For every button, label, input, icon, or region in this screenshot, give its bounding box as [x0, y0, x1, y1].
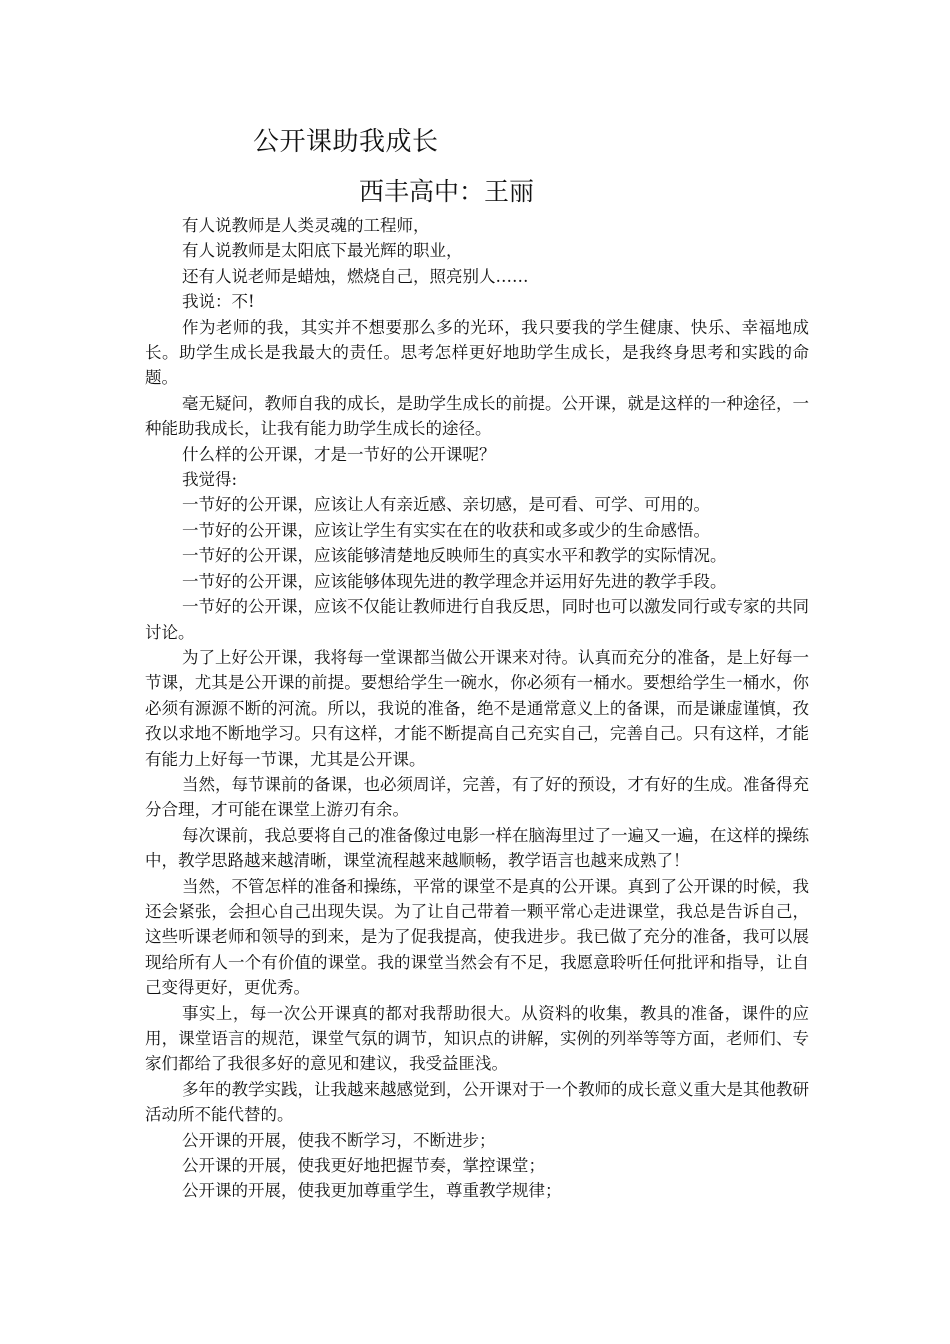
document-title: 公开课助我成长	[253, 127, 439, 157]
body-paragraph: 事实上，每一次公开课真的都对我帮助很大。从资料的收集，教具的准备，课件的应用，课堂语言的规范，课堂气氛的调节，知识点的讲解，实例的列举等等方面，老师们、专家们都给了我很多好的意见和建议，我受益匪浅。	[145, 1003, 809, 1074]
body-paragraph: 多年的教学实践，让我越来越感觉到，公开课对于一个教师的成长意义重大是其他教研活动所不能代替的。	[145, 1079, 809, 1125]
body-paragraph: 还有人说老师是蜡烛，燃烧自己，照亮别人……	[182, 266, 529, 286]
body-paragraph: 什么样的公开课，才是一节好的公开课呢？	[182, 444, 496, 464]
document-body	[145, 213, 809, 1204]
body-paragraph: 一节好的公开课，应该能够体现先进的教学理念并运用好先进的教学手段。	[182, 571, 727, 591]
body-paragraph: 为了上好公开课，我将每一堂课都当做公开课来对待。认真而充分的准备，是上好每一节课，尤其是公开课的前提。要想给学生一碗水，你必须有一桶水。要想给学生一桶水，你必须有源源不断的河流。所以，我说的准备，绝不是通常意义上的备课，而是谦虚谨慎，孜孜以求地不断地学习。只有这样，才能不断提高自己充实自己，完善自己。只有这样，才能有能力上好每一节课，尤其是公开课。	[145, 647, 809, 769]
body-paragraph: 一节好的公开课，应该不仅能让教师进行自我反思，同时也可以激发同行或专家的共同讨论。	[145, 597, 809, 642]
body-paragraph: 毫无疑问，教师自我的成长，是助学生成长的前提。公开课，就是这样的一种途径，一种能助我成长，让我有能力助学生成长的途径。	[145, 393, 809, 439]
body-paragraph: 当然，每节课前的备课，也必须周详，完善，有了好的预设，才有好的生成。准备得充分合理，才可能在课堂上游刃有余。	[145, 774, 809, 820]
body-paragraph: 有人说教师是太阳底下最光辉的职业，	[182, 241, 463, 261]
body-paragraph: 当然，不管怎样的准备和操练，平常的课堂不是真的公开课。真到了公开课的时候，我还会紧张，会担心自己出现失误。为了让自己带着一颗平常心走进课堂，我总是告诉自己，这些听课老师和领导的到来，是为了促我提高，使我进步。我已做了充分的准备，我可以展现给所有人一个有价值的课堂。我的课堂当然会有不足，我愿意聆听任何批评和指导，让自己变得更好，更优秀。	[145, 876, 809, 998]
body-paragraph: 有人说教师是人类灵魂的工程师，	[182, 216, 430, 235]
body-paragraph: 公开课的开展，使我不断学习，不断进步；	[182, 1130, 496, 1150]
body-paragraph: 一节好的公开课，应该让学生有实实在在的收获和或多或少的生命感悟。	[182, 520, 710, 540]
body-paragraph: 我觉得:	[182, 470, 238, 490]
body-paragraph: 公开课的开展，使我更加尊重学生，尊重教学规律；	[182, 1181, 562, 1201]
document-byline: 西丰高中：王丽	[359, 177, 535, 206]
body-paragraph: 一节好的公开课，应该让人有亲近感、亲切感，是可看、可学、可用的。	[182, 495, 710, 515]
body-paragraph: 作为老师的我，其实并不想要那么多的光环，我只要我的学生健康、快乐、幸福地成长。助学生成长是我最大的责任。思考怎样更好地助学生成长，是我终身思考和实践的命题。	[145, 317, 809, 388]
body-paragraph: 一节好的公开课，应该能够清楚地反映师生的真实水平和教学的实际情况。	[182, 546, 727, 566]
body-paragraph: 我说：不!	[182, 292, 255, 312]
body-paragraph: 每次课前，我总要将自己的准备像过电影一样在脑海里过了一遍又一遍，在这样的操练中，教学思路越来越清晰，课堂流程越来越顺畅，教学语言也越来成熟了！	[145, 825, 809, 871]
body-paragraph: 公开课的开展，使我更好地把握节奏，掌控课堂；	[182, 1156, 545, 1176]
